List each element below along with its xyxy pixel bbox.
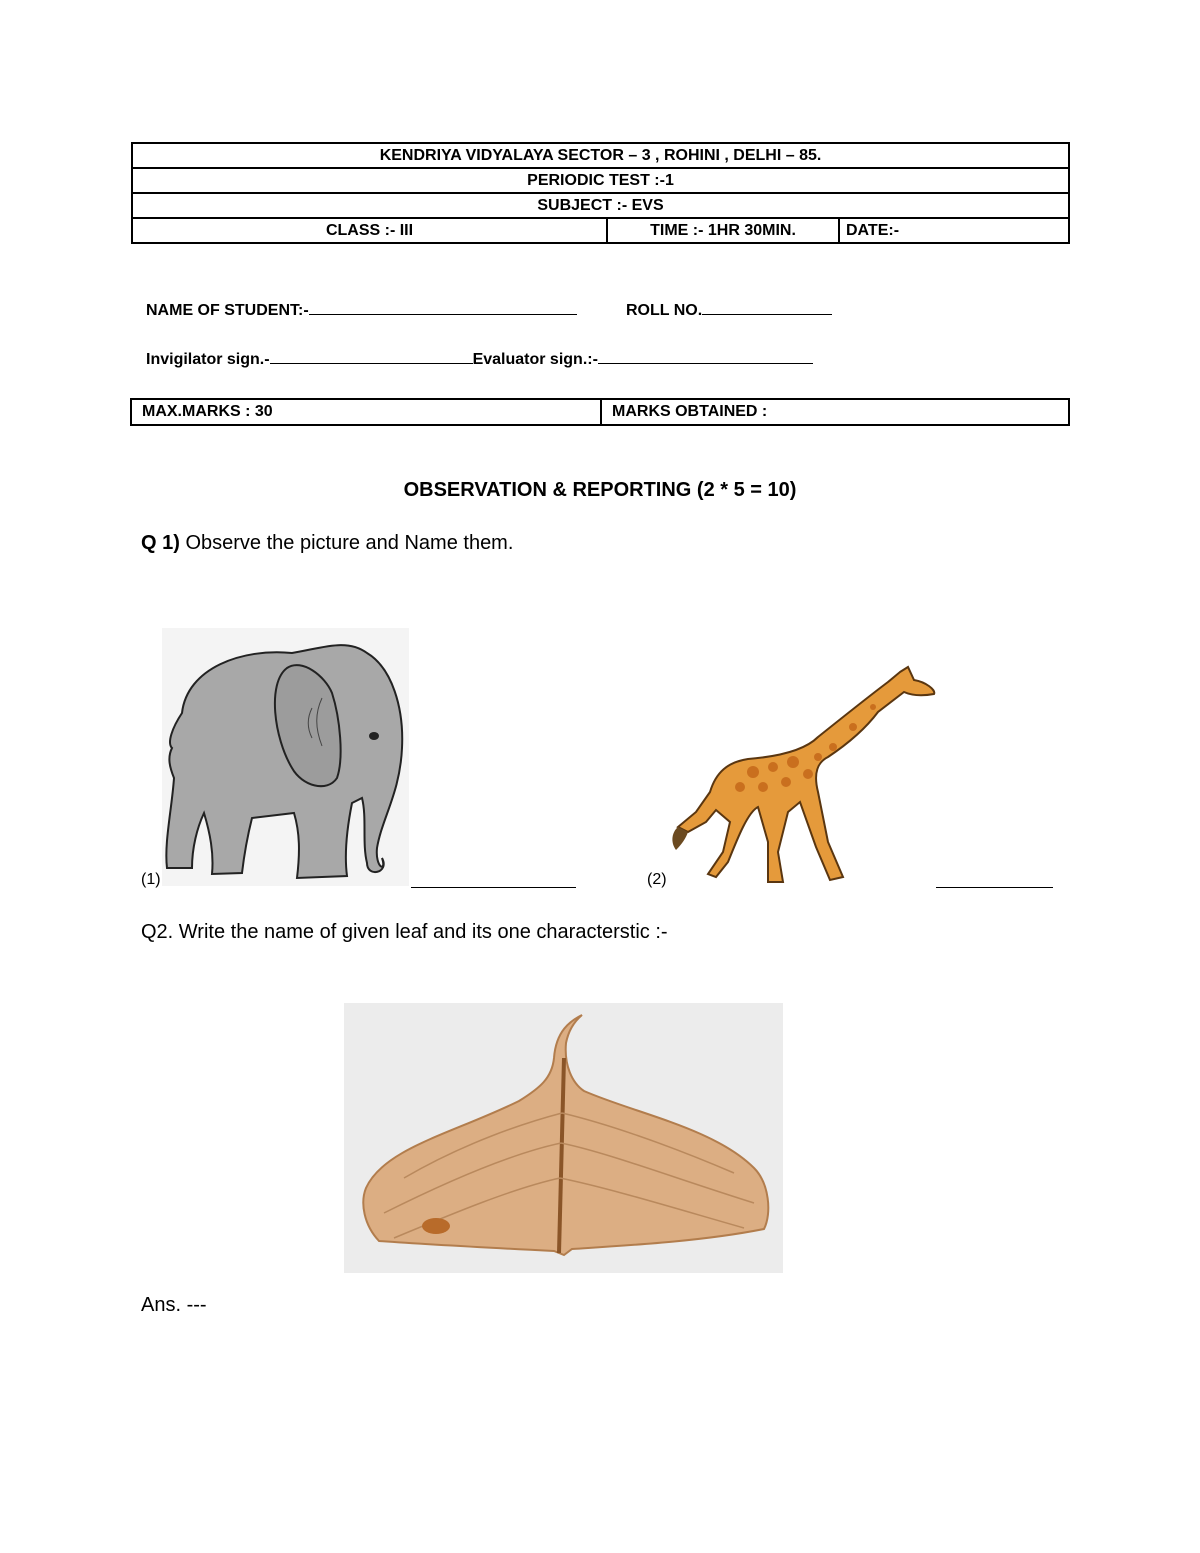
giraffe-picture — [668, 662, 938, 887]
invigilator-label: Invigilator sign.- — [146, 351, 270, 368]
student-name-field — [146, 300, 577, 320]
answer-line-2[interactable] — [936, 887, 1053, 888]
marks-obtained: MARKS OBTAINED : — [601, 399, 1069, 425]
question-1 — [141, 532, 513, 555]
max-marks: MAX.MARKS : 30 — [131, 399, 601, 425]
section-title: OBSERVATION & REPORTING (2 * 5 = 10) — [403, 479, 797, 501]
question-1-number: Q 1) — [141, 532, 180, 554]
invigilator-blank[interactable] — [270, 349, 473, 364]
roll-no-blank[interactable] — [702, 300, 832, 315]
evaluator-blank[interactable] — [598, 349, 813, 364]
roll-no-label: ROLL NO. — [626, 302, 703, 319]
test-name: PERIODIC TEST :-1 — [132, 168, 1069, 193]
student-name-blank[interactable] — [309, 300, 577, 315]
time-cell: TIME :- 1HR 30MIN. — [607, 218, 839, 243]
leaf-picture — [344, 1003, 783, 1273]
class-cell: CLASS :- III — [132, 218, 607, 243]
label-2: (2) — [647, 871, 667, 888]
student-name-label: NAME OF STUDENT:- — [146, 302, 309, 319]
roll-no-field — [626, 300, 832, 320]
subject-name: SUBJECT :- EVS — [132, 193, 1069, 218]
label-1: (1) — [141, 871, 161, 888]
marks-table — [130, 398, 1070, 426]
date-cell: DATE:- — [839, 218, 1069, 243]
question-2: Q2. Write the name of given leaf and its one characterstic :- — [141, 921, 668, 943]
header-table — [131, 142, 1070, 244]
school-name: KENDRIYA VIDYALAYA SECTOR – 3 , ROHINI , DELHI – 85. — [132, 143, 1069, 168]
answer-label: Ans. --- — [141, 1294, 207, 1316]
evaluator-label: Evaluator sign.:- — [472, 351, 598, 368]
answer-line-1[interactable] — [411, 887, 576, 888]
question-1-text: Observe the picture and Name them. — [179, 532, 514, 554]
elephant-picture — [162, 628, 409, 886]
sign-fields — [146, 349, 813, 369]
